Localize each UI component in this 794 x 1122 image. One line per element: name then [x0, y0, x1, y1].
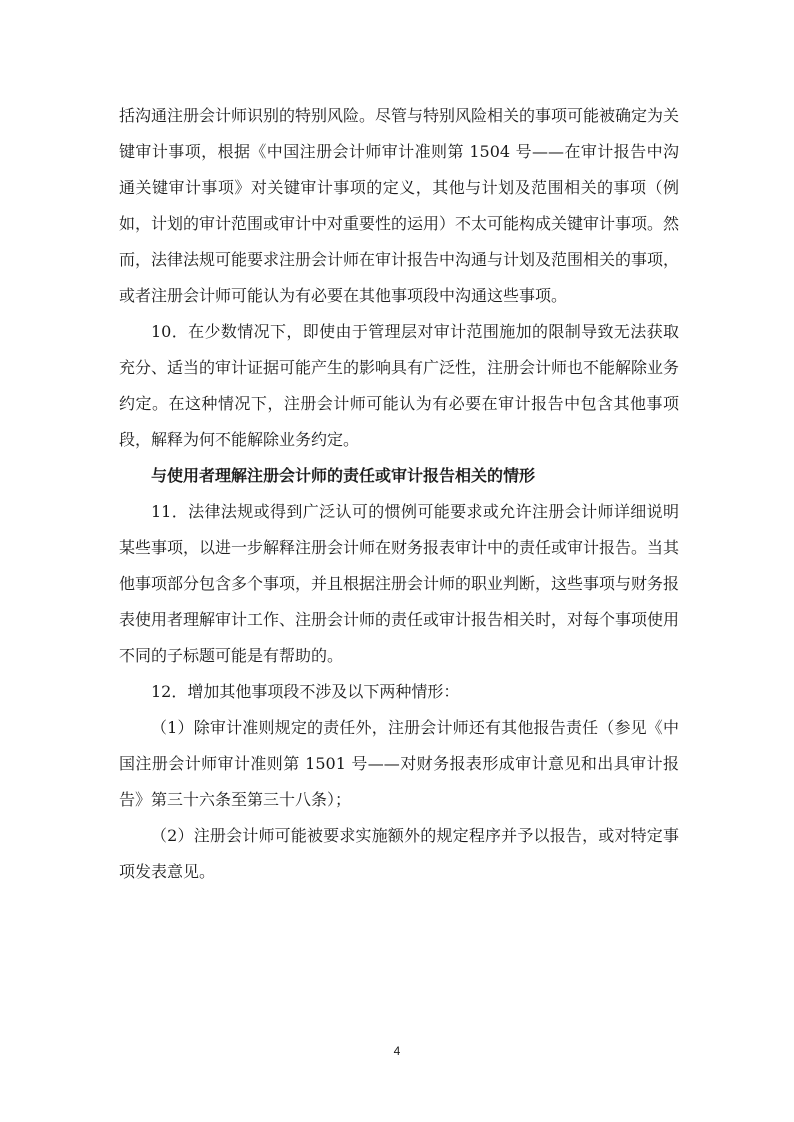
paragraph-10: 10．在少数情况下，即使由于管理层对审计范围施加的限制导致无法获取充分、适当的审计证据可能产生的影响具有广泛性，注册会计师也不能解除业务约定。在这种情况下，注册会计师可能认为有必要在审计报告中包含其他事项段，解释为何不能解除业务约定。 — [119, 322, 680, 449]
paragraph-11: 11．法律法规或得到广泛认可的惯例可能要求或允许注册会计师详细说明某些事项，以进一步解释注册会计师在财务报表审计中的责任或审计报告。当其他事项部分包含多个事项，并且根据注册会计师的职业判断，这些事项与财务报表使用者理解审计工作、注册会计师的责任或审计报告相关时，对每个事项使用不同的子标题可能是有帮助的。 — [119, 502, 680, 665]
page-number: 4 — [393, 1044, 401, 1058]
paragraph-12-item-2: （2）注册会计师可能被要求实施额外的规定程序并予以报告，或对特定事项发表意见。 — [119, 826, 679, 881]
paragraph-12-item-1: （1）除审计准则规定的责任外，注册会计师还有其他报告责任（参见《中国注册会计师审计准则第 1501 号——对财务报表形成审计意见和出具审计报告》第三十六条至第三十八条）； — [119, 718, 679, 809]
paragraph-continuation: 括沟通注册会计师识别的特别风险。尽管与特别风险相关的事项可能被确定为关键审计事项，根据《中国注册会计师审计准则第 1504 号——在审计报告中沟通关键审计事项》对关键审计事项的定义，其他与计划及范围相关的事项（例如，计划的审计范围或审计中对重要性的运用）不太可能构成关键审计事项。然而，法律法规可能要求注册会计师在审计报告中沟通与计划及范围相关的事项，或者注册会计师可能认为有必要在其他事项段中沟通这些事项。 — [119, 106, 680, 305]
section-heading: 与使用者理解注册会计师的责任或审计报告相关的情形 — [151, 466, 536, 485]
paragraph-12: 12．增加其他事项段不涉及以下两种情形： — [151, 682, 460, 701]
document-body — [119, 98, 679, 890]
